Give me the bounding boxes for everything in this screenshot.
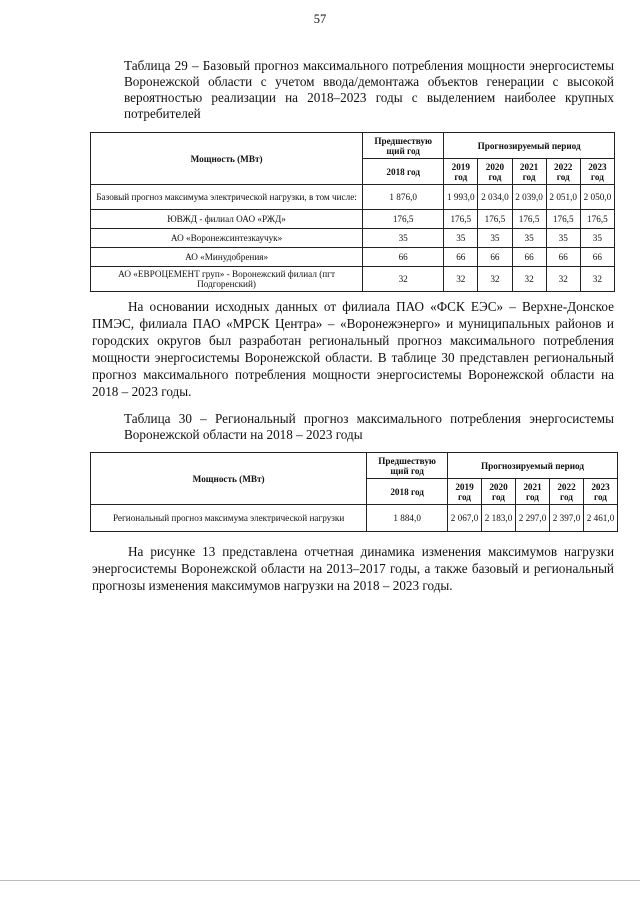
cell-value: 1 876,0 [363, 185, 444, 210]
cell-value: 66 [444, 248, 478, 267]
cell-value: 32 [512, 267, 546, 292]
year-header: 2021 год [516, 479, 550, 505]
row-label: АО «Минудобрения» [91, 248, 363, 267]
header-forecast-period: Прогнозируемый период [448, 453, 618, 479]
cell-value: 176,5 [546, 210, 580, 229]
cell-value: 32 [444, 267, 478, 292]
cell-value: 66 [580, 248, 614, 267]
cell-value: 32 [580, 267, 614, 292]
year-header: 2020 год [478, 159, 512, 185]
cell-value: 35 [363, 229, 444, 248]
header-power: Мощность (МВт) [91, 133, 363, 185]
cell-value: 176,5 [444, 210, 478, 229]
cell-value: 66 [512, 248, 546, 267]
row-label: АО «Воронежсинтезкаучук» [91, 229, 363, 248]
table-row [91, 210, 615, 229]
cell-value: 35 [444, 229, 478, 248]
year-header: 2022 год [546, 159, 580, 185]
cell-value: 2 067,0 [448, 505, 482, 532]
row-label: Базовый прогноз максимума электрической нагрузки, в том числе: [91, 185, 363, 210]
header-power: Мощность (МВт) [91, 453, 367, 505]
cell-value: 176,5 [512, 210, 546, 229]
table-30 [90, 452, 618, 532]
year-header: 2021 год [512, 159, 546, 185]
paragraph-figure-13: На рисунке 13 представлена отчетная динамика изменения максимумов нагрузки энергосистемы Воронежской области на 2013–2017 годы, а также базовый и региональный прогнозы изменения максимумов нагрузки на 2018 – 2023 годы. [92, 544, 614, 593]
page-number: 57 [313, 12, 327, 26]
cell-value: 176,5 [580, 210, 614, 229]
header-forecast-period: Прогнозируемый период [444, 133, 615, 159]
cell-value: 2 183,0 [482, 505, 516, 532]
cell-value: 1 993,0 [444, 185, 478, 210]
year-header: 2018 год [363, 159, 444, 185]
cell-value: 66 [363, 248, 444, 267]
table-row [91, 267, 615, 292]
row-label: АО «ЕВРОЦЕМЕНТ груп» - Воронежский филиал (пгт Подгоренский) [91, 267, 363, 292]
year-header: 2019 год [444, 159, 478, 185]
page-bottom-edge [0, 880, 640, 881]
cell-value: 2 034,0 [478, 185, 512, 210]
paragraph-regional-forecast: На основании исходных данных от филиала ПАО «ФСК ЕЭС» – Верхне-Донское ПМЭС, филиала ПАО «МРСК Центра» – «Воронежэнерго» и муниципальных районов и городских округов был разработан региональный прогноз максимального потребления мощности энергосистемы Воронежской области. В таблице 30 представлен региональный прогноз максимального потребления мощности энергосистемы Воронежской области на 2018 – 2023 годы. [92, 299, 614, 399]
row-label: Региональный прогноз максимума электрической нагрузки [91, 505, 367, 532]
cell-value: 32 [478, 267, 512, 292]
year-header: 2023 год [580, 159, 614, 185]
table-row [91, 229, 615, 248]
year-header: 2019 год [448, 479, 482, 505]
header-previous-year: Предшествую щий год [367, 453, 448, 479]
cell-value: 176,5 [363, 210, 444, 229]
cell-value: 35 [478, 229, 512, 248]
cell-value: 2 039,0 [512, 185, 546, 210]
year-header: 2018 год [367, 479, 448, 505]
cell-value: 32 [363, 267, 444, 292]
cell-value: 35 [580, 229, 614, 248]
cell-value: 35 [512, 229, 546, 248]
cell-value: 2 461,0 [584, 505, 618, 532]
cell-value: 2 297,0 [516, 505, 550, 532]
year-header: 2023 год [584, 479, 618, 505]
table-row [91, 505, 618, 532]
row-label: ЮВЖД - филиал ОАО «РЖД» [91, 210, 363, 229]
table-row [91, 185, 615, 210]
table-29-caption: Таблица 29 – Базовый прогноз максимального потребления мощности энергосистемы Воронежской области с учетом ввода/демонтажа объектов генерации с высокой вероятностью реализации на 2018–2023 годы с выделением наиболее крупных потребителей [124, 58, 614, 121]
table-29 [90, 132, 615, 292]
cell-value: 2 397,0 [550, 505, 584, 532]
cell-value: 2 050,0 [580, 185, 614, 210]
header-previous-year: Предшествую щий год [363, 133, 444, 159]
cell-value: 1 884,0 [367, 505, 448, 532]
cell-value: 2 051,0 [546, 185, 580, 210]
cell-value: 176,5 [478, 210, 512, 229]
table-30-caption: Таблица 30 – Региональный прогноз максимального потребления энергосистемы Воронежской области на 2018 – 2023 годы [124, 411, 614, 442]
cell-value: 32 [546, 267, 580, 292]
year-header: 2022 год [550, 479, 584, 505]
cell-value: 35 [546, 229, 580, 248]
table-row [91, 248, 615, 267]
year-header: 2020 год [482, 479, 516, 505]
cell-value: 66 [546, 248, 580, 267]
cell-value: 66 [478, 248, 512, 267]
